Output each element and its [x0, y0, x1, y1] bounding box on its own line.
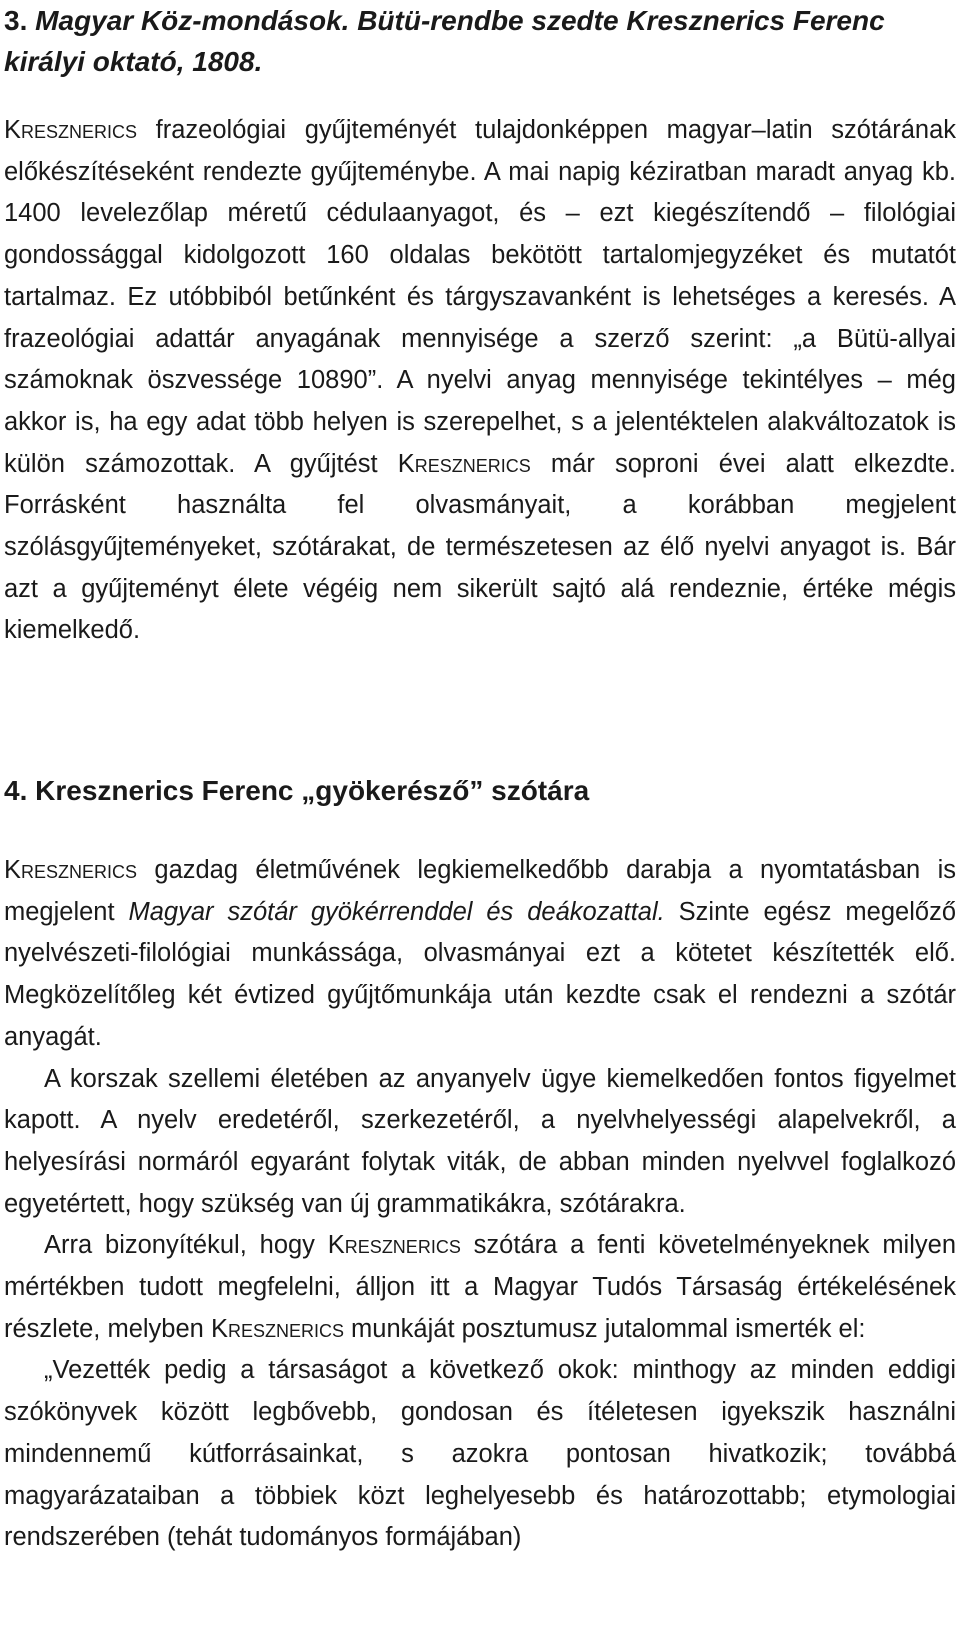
paragraph-text: frazeológiai gyűjteményét tulajdonképpen magyar–latin szótárának előkészítéseként rendezte gyűjteménybe. A mai napig kéziratban maradt anyag kb. 1400 levelezőlap méretű cédulaanyagot, és – ezt kiegészítendő – filológiai gondossággal kidolgozott 160 oldalas bekötött tartalomjegyzéket és mutatót tartalmaz. Ez utóbbiból betűnként és tárgyszavanként is lehetséges a keresés. A frazeológiai adattár anyagának mennyisége a szerző szerint: „a Bütü-allyai számoknak öszvessége 10890”. A nyelvi anyag mennyisége tekintélyes – még akkor is, ha egy adat több helyen is szerepelhet, s a jelentéktelen alakváltozatok is külön számozottak. A gyűjtést	[4, 116, 956, 478]
paragraph-text: Arra bizonyítékul, hogy	[44, 1231, 328, 1260]
section-4-body	[4, 850, 956, 1559]
paragraph-text: munkáját posztumusz jutalommal ismerték el:	[343, 1314, 866, 1343]
section-3-paragraph	[4, 110, 956, 652]
section-4-heading: 4. Kresznerics Ferenc „gyökerésző” szótára	[4, 775, 590, 806]
author-name: Kresznerics	[397, 449, 531, 478]
section-4-paragraph-1	[4, 850, 956, 1059]
paragraph-text: gazdag életművének legkiemelkedőbb darabja a nyomtatásban is megjelent	[4, 856, 956, 926]
section-4-quote: „Vezették pedig a társaságot a következő okok: minthogy az minden eddigi szókönyvek között legbővebb, gondosan és ítéletesen igyekszik használni mindennemű kútforrásainkat, s azokra pontosan hivatkozik; továbbá magyarázataiban a többiek közt leghelyesebb és határozottabb; etymologiai rendszerében (tehát tudományos formájában)	[4, 1356, 956, 1552]
author-name: Kresznerics	[210, 1314, 344, 1343]
paragraph-text: Szinte egész megelőző nyelvészeti-filológiai munkássága, olvasmányai ezt a kötetet készítették elő. Megközelítőleg két évtized gyűjtőmunkája után kezdte csak el rendezni a szótár anyagát.	[4, 897, 956, 1051]
section-3-number: 3.	[4, 5, 28, 36]
paragraph-text: már soproni évei alatt elkezdte. Forrásként használta fel olvasmányait, a korábban megjelent szólásgyűjteményeket, szótárakat, de természetesen az élő nyelvi anyagot is. Bár azt a gyűjteményt élete végéig nem sikerült sajtó alá rendeznie, értéke mégis kiemelkedő.	[4, 449, 957, 645]
section-4-paragraph-2: A korszak szellemi életében az anyanyelv ügye kiemelkedően fontos figyelmet kapott. A nyelv eredetéről, szerkezetéről, a nyelvhelyességi alapelvekről, a helyesírási normáról egyaránt folytak viták, de abban minden nyelvvel foglalkozó egyetértett, hogy szükség van új grammatikákra, szótárakra.	[4, 1064, 956, 1218]
section-4-paragraph-3	[4, 1225, 956, 1350]
section-3-title: Magyar Köz-mondások. Bütü-rendbe szedte Kresznerics Ferenc királyi oktató, 1808.	[4, 5, 885, 77]
author-name: Kresznerics	[327, 1231, 461, 1260]
author-name: Kresznerics	[4, 856, 138, 884]
section-3-heading	[4, 0, 956, 82]
book-title: Magyar szótár gyökérrenddel és deákozattal.	[128, 897, 665, 926]
paragraph-text: szótára a fenti követelményeknek milyen mértékben tudott megfelelni, álljon itt a Magyar Tudós Társaság értékelésének részlete, melyben	[4, 1231, 957, 1343]
author-name: Kresznerics	[4, 116, 138, 144]
